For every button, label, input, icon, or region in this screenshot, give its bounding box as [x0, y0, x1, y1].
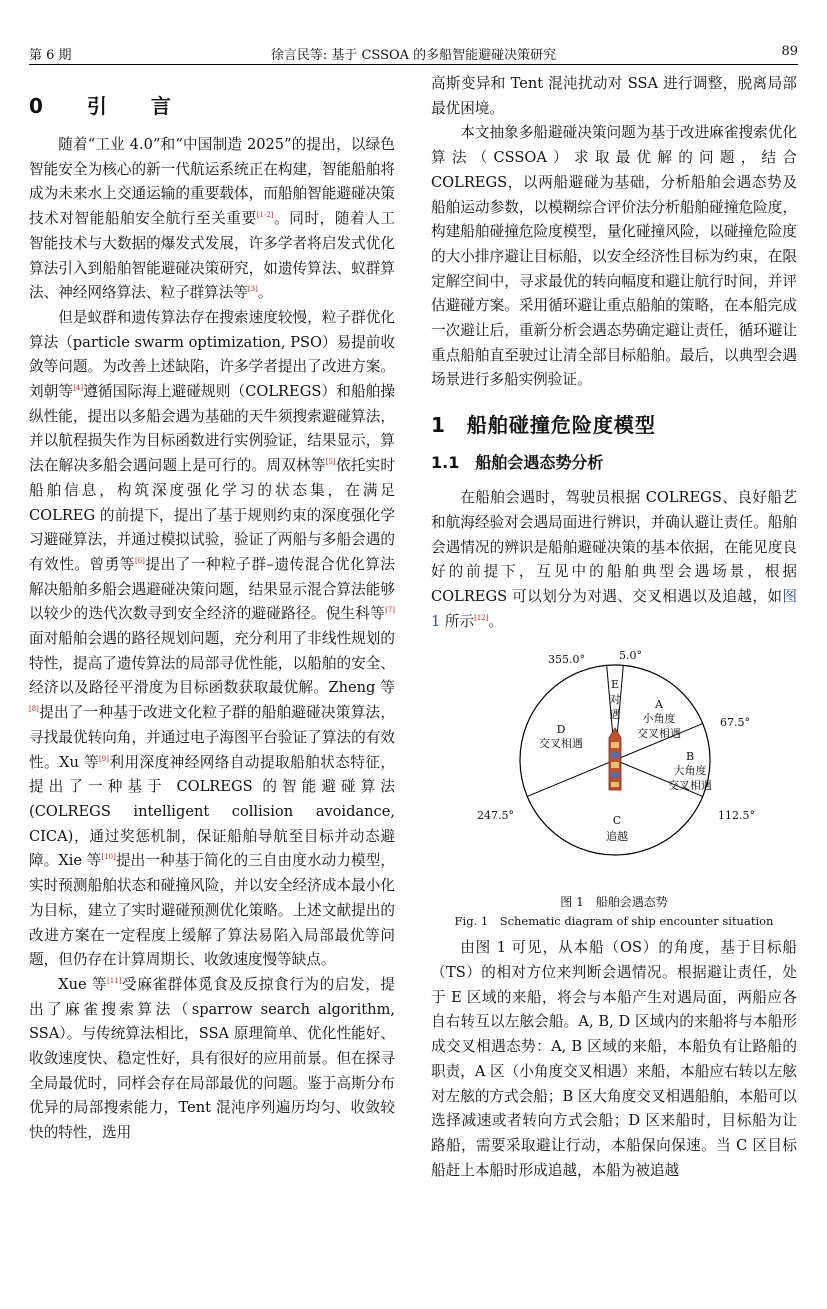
text-run: 依托实时船舶信息，构筑深度强化学习的状态集，在满足 COLREG 的前提下，提出了基于规则约束的深度强化学习避碰算法，并通过模拟试验，验证了两船与多船会遇的有效性。曾勇等 [29, 457, 395, 573]
region-text: 追越 [606, 830, 628, 844]
figure-ref-link[interactable]: 图 1 [431, 587, 797, 630]
text-run: 面对船舶会遇的路径规划问题，充分利用了非线性规划的特性，提高了遗传算法的局部寻优性能，以船舶的安全、经济以及路径平滑度为目标函数获取最优解。Zheng 等 [29, 630, 395, 697]
angle-label-67-5: 67.5° [720, 716, 750, 730]
citation-ref[interactable]: [12] [474, 613, 489, 622]
region-text: 对 [609, 693, 621, 707]
page-number: 89 [781, 44, 798, 59]
citation-ref[interactable]: [10] [101, 853, 116, 862]
region-text: 大角度 [673, 764, 707, 778]
text-run: 遵循国际海上避碰规则（COLREGS）和船舶操纵性能，提出以多船会遇为基础的天牛须搜索避碰算法，并以航程损失作为目标函数进行实例验证，结果显示，算法在解决多船会遇问题上是可行的。周双林等 [29, 383, 395, 475]
text-run: 利用深度神经网络自动提取船舶状态特征，提出了一种基于 COLREGS 的智能避碰算法 (COLREGS intelligent collision avoidance, CICA)，通过奖惩机制，保证船舶导航至目标并动态避障。Xie 等 [29, 753, 395, 870]
text-run: 在船舶会遇时，驾驶员根据 COLREGS、良好船艺和航海经验对会遇局面进行辨识，并确认避让责任。船舶会遇情况的辨识是船舶避碰决策的基本依据，在能见度良好的前提下，互见中的船舶典型会遇场景，根据 COLREGS 可以划分为对遇、交叉相遇以及追越，如 [431, 489, 797, 605]
paragraph [431, 486, 797, 634]
region-text: B [685, 750, 695, 764]
region-text: C [612, 814, 622, 828]
citation-ref[interactable]: [4] [73, 384, 84, 393]
text-run: 。 [257, 284, 273, 302]
text-run: 但是蚁群和遗传算法存在搜索速度较慢，粒子群优化算法（particle swarm optimization, PSO）易提前收敛等问题。为改善上述缺陷，许多学者提出了改进方案。刘朝等 [29, 308, 395, 401]
paragraph [29, 973, 395, 1146]
running-title: 徐言民等: 基于 CSSOA 的多船智能避碰决策研究 [270, 48, 557, 63]
region-text: D [556, 723, 566, 737]
citation-ref[interactable]: [11] [107, 977, 122, 986]
running-header [29, 44, 798, 64]
own-ship-icon [609, 728, 621, 790]
citation-ref[interactable]: [9] [99, 754, 109, 763]
angle-label-5: 5.0° [619, 649, 642, 663]
region-text: E [610, 678, 620, 692]
figure-caption-cn: 图 1 船舶会遇态势 [560, 895, 668, 910]
issue-number: 第 6 期 [29, 48, 72, 63]
citation-ref[interactable]: [5] [325, 458, 336, 467]
text-run: 受麻雀群体觅食及反掠食行为的启发，提出了麻雀搜索算法（sparrow search algorithm, SSA）。与传统算法相比，SSA 原理简单、优化性能好、收敛速度快、稳定性好，具有很好的应用前景。但在探寻全局最优时，同样会存在局部最优的问题。鉴于高斯分布优异的局部搜索能力，Tent 混沌序列遍历均匀、收敛较快的特性，选用 [29, 975, 395, 1142]
section-1-1-heading: 1.1 船舶会遇态势分析 [431, 453, 604, 473]
region-text: A [655, 698, 663, 712]
encounter-diagram [431, 638, 797, 888]
text-run: 随着“工业 4.0”和“中国制造 2025”的提出，以绿色智能安全为核心的新一代航运系统正在构建，智能船舶将成为未来水上交通运输的重要载体，而船舶智能避碰决策技术对智能船舶安全航行至关重要 [29, 136, 395, 228]
paragraph: 由图 1 可见，从本船（OS）的角度，基于目标船（TS）的相对方位来判断会遇情况。根据避让责任，处于 E 区域的来船，将会与本船产生对遇局面，两船应各自右转互以左舷会船。A, B, D 区域内的来船将与本船形成交叉相遇态势：A, B 区域的来船，本船负有让路船的职责，A 区（小角度交叉相遇）来船，本船应右转以左舷对左舷的方式会船；B 区大角度交叉相遇船舶，本船可以选择减速或者转向方式会船；D 区来船时，目标船为让路船，需要采取避让行动，本船保向保速。当 C 区目标船赶上本船时形成追越，本船为被追越 [431, 939, 797, 1179]
text-run: 。同时，随着人工智能技术与大数据的爆发式发展，许多学者将启发式优化算法引入到船舶智能避碰决策研究，如遗传算法、蚁群算法、神经网络算法、粒子群算法等 [29, 210, 395, 302]
region-text: 交叉相遇 [668, 779, 712, 793]
region-text: 小角度 [642, 712, 676, 726]
region-text: 遇 [609, 708, 621, 722]
text-run: 提出了一种粒子群–遗传混合优化算法解决船舶多船会遇避碰决策问题，结果显示混合算法能够以较少的迭代次数寻到安全经济的避碰路径。倪生科等 [29, 555, 395, 623]
citation-ref[interactable]: [1-2] [256, 211, 274, 220]
citation-ref[interactable]: [8] [29, 705, 39, 714]
section-1-heading: 1 船舶碰撞危险度模型 [431, 413, 656, 438]
section-0-heading: 0 引 言 [29, 94, 183, 118]
text-run: 所示 [440, 612, 475, 630]
figure-caption-en: Fig. 1 Schematic diagram of ship encounter situation [454, 914, 774, 929]
paragraph: 本文抽象多船避碰决策问题为基于改进麻雀搜索优化算法（CSSOA）求取最优解的问题，结合 COLREGS，以两船避碰为基础，分析船舶会遇态势及船舶运动参数，以模糊综合评价法分析船舶碰撞危险度，构建船舶碰撞危险度模型，量化碰撞风险，以碰撞危险度的大小排序避让目标船，以安全经济性目标为约束，在限定解空间中，寻求最优的转向幅度和避让航行时间，并评估避碰方案。采用循环避让重点船舶的策略，在本船完成一次避让后，重新分析会遇态势确定避让责任，循环避让重点船舶直至驶过让清全部目标船舶。最后，以典型会遇场景进行多船实例验证。 [431, 124, 797, 389]
angle-label-355: 355.0° [548, 653, 585, 667]
region-text: 交叉相遇 [539, 737, 583, 751]
citation-ref[interactable]: [3] [247, 285, 258, 294]
citation-ref[interactable]: [6] [134, 557, 145, 566]
right-column [431, 72, 797, 1183]
angle-label-112-5: 112.5° [718, 809, 755, 823]
text-run: 提出一种基于简化的三自由度水动力模型，实时预测船舶状态和碰撞风险，并以安全经济成本最小化为目标，建立了实时避碰预测优化策略。上述文献提出的改进方案在一定程度上缓解了算法易陷入局部最优等问题，但仍存在计算周期长、收敛速度慢等缺点。 [29, 852, 395, 969]
citation-ref[interactable]: [7] [385, 606, 395, 615]
angle-label-247-5: 247.5° [477, 809, 514, 823]
figure-1 [431, 638, 797, 928]
header-rule [29, 64, 798, 65]
text-run: 。 [488, 612, 504, 630]
region-text: 交叉相遇 [637, 727, 681, 741]
region-E-label [610, 678, 621, 721]
paragraph: 高斯变异和 Tent 混沌扰动对 SSA 进行调整，脱离局部最优困境。 [431, 75, 797, 117]
left-column [29, 72, 395, 1146]
paragraph [29, 133, 395, 306]
text-run: Xue 等 [58, 975, 108, 993]
paragraph [29, 306, 395, 973]
text-run: 提出了一种基于改进文化粒子群的船舶避碰决策算法，寻找最优转向角，并通过电子海图平台验证了算法的有效性。Xu 等 [29, 704, 395, 771]
